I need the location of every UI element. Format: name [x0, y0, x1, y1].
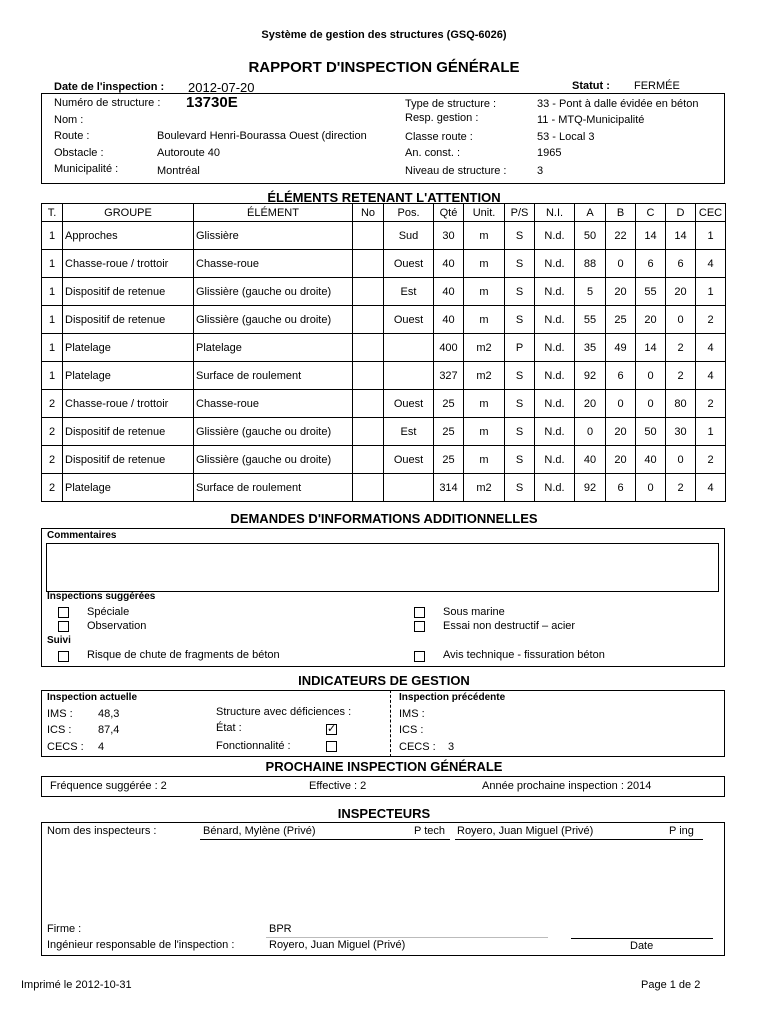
- table-cell: 2: [696, 306, 726, 334]
- table-cell: S: [505, 390, 535, 418]
- table-cell: 6: [666, 250, 696, 278]
- table-cell: 80: [666, 390, 696, 418]
- observation-checkbox[interactable]: [58, 621, 69, 632]
- table-cell: S: [505, 418, 535, 446]
- speciale-label: Spéciale: [87, 606, 130, 618]
- annee-text: Année prochaine inspection : 2014: [482, 780, 652, 792]
- col-header-element: ÉLÉMENT: [194, 204, 353, 222]
- elements-section-title: ÉLÉMENTS RETENANT L'ATTENTION: [267, 190, 501, 205]
- table-row: [42, 222, 726, 250]
- col-header-pos: Pos.: [384, 204, 434, 222]
- noms-inspecteurs-label: Nom des inspecteurs :: [47, 825, 157, 837]
- table-cell: Platelage: [63, 334, 194, 362]
- firme-label: Firme :: [47, 923, 82, 935]
- inspecteurs-section-title: INSPECTEURS: [337, 806, 431, 821]
- numero-value: 13730E: [186, 94, 238, 111]
- an-const-label: An. const. :: [405, 147, 461, 159]
- table-cell: Glissière (gauche ou droite): [194, 446, 353, 474]
- ingenieur-value: Royero, Juan Miguel (Privé): [269, 939, 406, 951]
- table-row: [42, 250, 726, 278]
- table-cell: 20: [636, 306, 666, 334]
- table-cell: Glissière (gauche ou droite): [194, 306, 353, 334]
- table-row: [42, 418, 726, 446]
- table-cell: Approches: [63, 222, 194, 250]
- table-cell: 1: [42, 222, 63, 250]
- table-cell: N.d.: [535, 250, 575, 278]
- table-cell: 0: [666, 446, 696, 474]
- table-cell: S: [505, 446, 535, 474]
- avis-checkbox[interactable]: [414, 651, 425, 662]
- table-cell: 327: [434, 362, 464, 390]
- fonctionnalite-checkbox[interactable]: [326, 741, 337, 752]
- table-cell: Dispositif de retenue: [63, 446, 194, 474]
- col-header-ni: N.I.: [535, 204, 575, 222]
- table-cell: N.d.: [535, 418, 575, 446]
- table-cell: 92: [575, 362, 606, 390]
- demandes-section-title: DEMANDES D'INFORMATIONS ADDITIONNELLES: [230, 511, 538, 526]
- table-cell: Est: [384, 418, 434, 446]
- table-cell: 4: [696, 474, 726, 502]
- prev-ics-label: ICS :: [399, 724, 424, 736]
- obstacle-label: Obstacle :: [54, 147, 104, 159]
- table-cell: [353, 222, 384, 250]
- ics-value: 87,4: [98, 724, 120, 736]
- prev-cecs-value: 3: [448, 741, 455, 753]
- table-cell: 40: [434, 250, 464, 278]
- prev-cecs-label: CECS :: [399, 741, 436, 753]
- table-cell: Platelage: [194, 334, 353, 362]
- col-header-unit: Unit.: [464, 204, 505, 222]
- table-cell: 0: [575, 418, 606, 446]
- table-cell: 5: [575, 278, 606, 306]
- col-header-d: D: [666, 204, 696, 222]
- niveau-value: 3: [537, 165, 544, 177]
- table-cell: 1: [42, 278, 63, 306]
- table-cell: Ouest: [384, 390, 434, 418]
- table-cell: [353, 362, 384, 390]
- indicateurs-divider: [390, 690, 391, 757]
- table-cell: 25: [434, 418, 464, 446]
- table-cell: 92: [575, 474, 606, 502]
- sous-marine-checkbox[interactable]: [414, 607, 425, 618]
- table-cell: [353, 250, 384, 278]
- table-cell: [353, 418, 384, 446]
- table-cell: [353, 446, 384, 474]
- table-cell: 14: [666, 222, 696, 250]
- table-cell: Glissière: [194, 222, 353, 250]
- route-value: Boulevard Henri-Bourassa Ouest (direction: [157, 130, 367, 142]
- observation-label: Observation: [87, 620, 147, 632]
- table-cell: Dispositif de retenue: [63, 278, 194, 306]
- niveau-label: Niveau de structure :: [405, 165, 507, 177]
- table-cell: 20: [575, 390, 606, 418]
- table-cell: 20: [606, 278, 636, 306]
- table-cell: 88: [575, 250, 606, 278]
- table-cell: 55: [575, 306, 606, 334]
- table-cell: Glissière (gauche ou droite): [194, 418, 353, 446]
- table-cell: 4: [696, 334, 726, 362]
- col-header-groupe: GROUPE: [63, 204, 194, 222]
- table-row: [42, 362, 726, 390]
- speciale-checkbox[interactable]: [58, 607, 69, 618]
- table-cell: 20: [606, 418, 636, 446]
- classe-value: 53 - Local 3: [537, 131, 595, 143]
- table-cell: 314: [434, 474, 464, 502]
- municipalite-value: Montréal: [157, 165, 200, 177]
- suivi-label: Suivi: [47, 635, 71, 646]
- table-cell: Chasse-roue / trottoir: [63, 250, 194, 278]
- table-cell: N.d.: [535, 446, 575, 474]
- table-cell: 50: [575, 222, 606, 250]
- table-cell: Est: [384, 278, 434, 306]
- etat-checkbox[interactable]: ✓: [327, 723, 337, 735]
- table-cell: 2: [42, 474, 63, 502]
- table-cell: Chasse-roue: [194, 390, 353, 418]
- elements-table: [41, 203, 726, 502]
- col-header-ps: P/S: [505, 204, 535, 222]
- table-cell: N.d.: [535, 474, 575, 502]
- table-cell: N.d.: [535, 334, 575, 362]
- ims-label: IMS :: [47, 708, 73, 720]
- table-cell: m: [464, 446, 505, 474]
- table-cell: 40: [434, 306, 464, 334]
- table-cell: 2: [42, 446, 63, 474]
- table-cell: 2: [666, 334, 696, 362]
- table-cell: Chasse-roue: [194, 250, 353, 278]
- inspecteur-2-role: P ing: [669, 825, 694, 837]
- table-cell: 30: [434, 222, 464, 250]
- table-cell: 22: [606, 222, 636, 250]
- table-cell: 4: [696, 362, 726, 390]
- obstacle-value: Autoroute 40: [157, 147, 220, 159]
- table-row: [42, 390, 726, 418]
- table-cell: 6: [606, 362, 636, 390]
- table-cell: [353, 390, 384, 418]
- inspecteur-2-line: [455, 839, 703, 840]
- date-label: Date: [630, 940, 654, 952]
- table-cell: Glissière (gauche ou droite): [194, 278, 353, 306]
- table-cell: 55: [636, 278, 666, 306]
- table-cell: Dispositif de retenue: [63, 306, 194, 334]
- risque-checkbox[interactable]: [58, 651, 69, 662]
- table-cell: Surface de roulement: [194, 474, 353, 502]
- table-cell: [353, 306, 384, 334]
- frequence-text: Fréquence suggérée : 2: [50, 780, 167, 792]
- ics-label: ICS :: [47, 724, 72, 736]
- table-cell: 400: [434, 334, 464, 362]
- resp-label: Resp. gestion :: [405, 112, 479, 124]
- risque-label: Risque de chute de fragments de béton: [87, 649, 280, 661]
- elements-header-row: [42, 204, 726, 222]
- inspecteurs-box: [41, 822, 725, 956]
- table-cell: 1: [696, 278, 726, 306]
- table-cell: [353, 334, 384, 362]
- table-cell: 50: [636, 418, 666, 446]
- table-cell: 2: [696, 446, 726, 474]
- ims-value: 48,3: [98, 708, 120, 720]
- table-cell: 2: [42, 418, 63, 446]
- numero-label: Numéro de structure :: [54, 97, 161, 109]
- inspecteur-2-name: Royero, Juan Miguel (Privé): [457, 825, 594, 837]
- deficiences-label: Structure avec déficiences :: [216, 706, 352, 718]
- col-header-t: T.: [42, 204, 63, 222]
- etat-label: État :: [216, 722, 242, 734]
- table-cell: m: [464, 250, 505, 278]
- table-cell: 40: [636, 446, 666, 474]
- table-cell: 14: [636, 222, 666, 250]
- col-header-a: A: [575, 204, 606, 222]
- inspection-actuelle-label: Inspection actuelle: [47, 692, 138, 703]
- table-cell: Chasse-roue / trottoir: [63, 390, 194, 418]
- prochaine-section-title: PROCHAINE INSPECTION GÉNÉRALE: [265, 759, 503, 774]
- table-cell: [384, 362, 434, 390]
- table-cell: S: [505, 278, 535, 306]
- inspection-precedente-label: Inspection précédente: [399, 692, 506, 703]
- table-cell: Sud: [384, 222, 434, 250]
- table-cell: S: [505, 222, 535, 250]
- table-cell: 6: [606, 474, 636, 502]
- table-cell: m: [464, 278, 505, 306]
- col-header-c: C: [636, 204, 666, 222]
- inspections-suggerees-label: Inspections suggérées: [47, 591, 156, 602]
- indicateurs-box: [41, 690, 725, 757]
- table-row: [42, 306, 726, 334]
- prev-ims-label: IMS :: [399, 708, 425, 720]
- table-cell: m2: [464, 474, 505, 502]
- table-cell: 35: [575, 334, 606, 362]
- table-cell: 40: [434, 278, 464, 306]
- table-cell: 0: [606, 390, 636, 418]
- table-cell: S: [505, 306, 535, 334]
- essai-checkbox[interactable]: [414, 621, 425, 632]
- table-cell: 1: [696, 222, 726, 250]
- table-cell: 2: [666, 362, 696, 390]
- table-cell: 0: [636, 362, 666, 390]
- table-cell: 20: [666, 278, 696, 306]
- table-cell: 6: [636, 250, 666, 278]
- table-cell: S: [505, 474, 535, 502]
- ingenieur-line: [266, 937, 548, 938]
- printed-date: Imprimé le 2012-10-31: [21, 979, 132, 991]
- table-cell: m: [464, 390, 505, 418]
- table-cell: [384, 334, 434, 362]
- table-cell: 0: [636, 474, 666, 502]
- table-cell: 0: [666, 306, 696, 334]
- cecs-value: 4: [98, 741, 105, 753]
- essai-label: Essai non destructif – acier: [443, 620, 576, 632]
- table-cell: P: [505, 334, 535, 362]
- table-cell: 0: [636, 390, 666, 418]
- table-cell: 30: [666, 418, 696, 446]
- table-row: [42, 474, 726, 502]
- table-cell: m: [464, 222, 505, 250]
- table-cell: Ouest: [384, 250, 434, 278]
- an-const-value: 1965: [537, 147, 562, 159]
- route-label: Route :: [54, 130, 90, 142]
- firme-value: BPR: [269, 923, 292, 935]
- table-cell: N.d.: [535, 362, 575, 390]
- table-cell: 1: [42, 250, 63, 278]
- inspection-date-label: Date de l'inspection :: [54, 81, 165, 93]
- table-cell: S: [505, 362, 535, 390]
- status-value: FERMÉE: [634, 80, 680, 92]
- col-header-cec: CEC: [696, 204, 726, 222]
- table-cell: 4: [696, 250, 726, 278]
- col-header-b: B: [606, 204, 636, 222]
- fonctionnalite-label: Fonctionnalité :: [216, 740, 291, 752]
- inspecteur-1-name: Bénard, Mylène (Privé): [203, 825, 316, 837]
- page-number: Page 1 de 2: [641, 979, 701, 991]
- table-cell: m2: [464, 362, 505, 390]
- classe-label: Classe route :: [405, 131, 473, 143]
- status-label: Statut :: [572, 80, 610, 92]
- commentaires-field[interactable]: [46, 543, 719, 592]
- table-cell: [384, 474, 434, 502]
- table-cell: Ouest: [384, 446, 434, 474]
- table-cell: 40: [575, 446, 606, 474]
- table-cell: 25: [434, 446, 464, 474]
- table-cell: Platelage: [63, 474, 194, 502]
- col-header-no: No: [353, 204, 384, 222]
- table-cell: 49: [606, 334, 636, 362]
- table-cell: Ouest: [384, 306, 434, 334]
- municipalite-label: Municipalité :: [54, 163, 119, 175]
- table-cell: N.d.: [535, 222, 575, 250]
- table-cell: [353, 278, 384, 306]
- cecs-label: CECS :: [47, 741, 84, 753]
- table-row: [42, 334, 726, 362]
- indicateurs-section-title: INDICATEURS DE GESTION: [298, 673, 470, 688]
- table-cell: 25: [606, 306, 636, 334]
- table-cell: Surface de roulement: [194, 362, 353, 390]
- ingenieur-label: Ingénieur responsable de l'inspection :: [47, 939, 235, 951]
- type-value: 33 - Pont à dalle évidée en béton: [537, 98, 699, 110]
- report-title: RAPPORT D'INSPECTION GÉNÉRALE: [248, 59, 520, 76]
- table-cell: 1: [42, 362, 63, 390]
- table-cell: N.d.: [535, 306, 575, 334]
- system-title: Système de gestion des structures (GSQ-6026): [261, 29, 507, 41]
- type-label: Type de structure :: [405, 98, 497, 110]
- table-cell: N.d.: [535, 278, 575, 306]
- table-cell: m: [464, 418, 505, 446]
- table-cell: 20: [606, 446, 636, 474]
- avis-label: Avis technique - fissuration béton: [443, 649, 605, 661]
- table-cell: m2: [464, 334, 505, 362]
- table-row: [42, 446, 726, 474]
- resp-value: 11 - MTQ-Municipalité: [537, 114, 645, 126]
- col-header-qte: Qté: [434, 204, 464, 222]
- table-cell: 1: [696, 418, 726, 446]
- nom-label: Nom :: [54, 114, 84, 126]
- commentaires-label: Commentaires: [47, 530, 117, 541]
- table-cell: 1: [42, 334, 63, 362]
- table-cell: Dispositif de retenue: [63, 418, 194, 446]
- table-cell: S: [505, 250, 535, 278]
- table-cell: 2: [696, 390, 726, 418]
- table-row: [42, 278, 726, 306]
- table-cell: 0: [606, 250, 636, 278]
- inspecteur-1-role: P tech: [414, 825, 445, 837]
- table-cell: 1: [42, 306, 63, 334]
- table-cell: m: [464, 306, 505, 334]
- table-cell: N.d.: [535, 390, 575, 418]
- date-line: [571, 938, 713, 939]
- table-cell: 2: [42, 390, 63, 418]
- inspection-date-value: 2012-07-20: [188, 80, 255, 95]
- table-cell: 2: [666, 474, 696, 502]
- table-cell: 14: [636, 334, 666, 362]
- table-cell: Platelage: [63, 362, 194, 390]
- sous-marine-label: Sous marine: [443, 606, 505, 618]
- inspecteur-1-line: [200, 839, 450, 840]
- table-cell: 25: [434, 390, 464, 418]
- table-cell: [353, 474, 384, 502]
- effective-text: Effective : 2: [309, 780, 367, 792]
